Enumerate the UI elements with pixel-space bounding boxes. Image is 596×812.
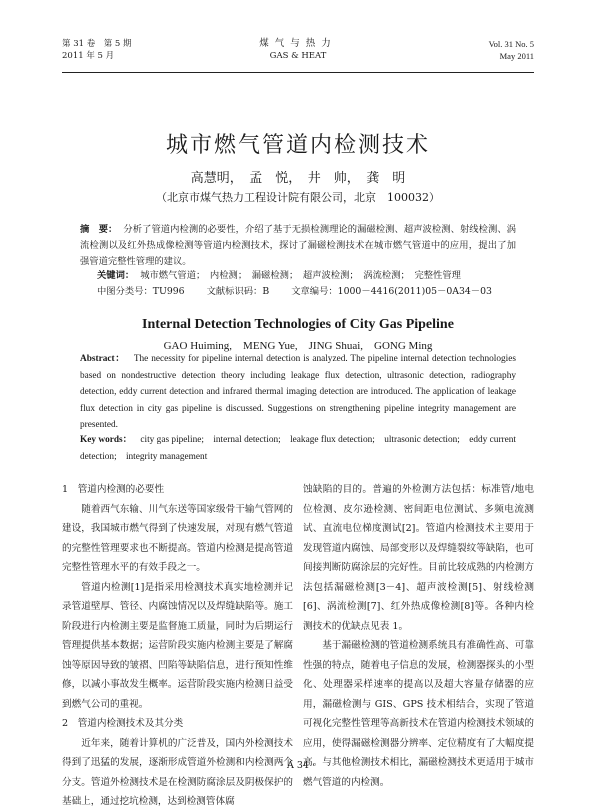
section-heading-1: 1 管道内检测的必要性 [62,484,165,495]
abstract-cn-text: 分析了管道内检测的必要性，介绍了基于无损检测理论的漏磁检测、超声波检测、射线检测、涡流检测以及红外热成像检测等管道内检测技术，探讨了漏磁检测技术在城市燃气管道中的应用，提出了加强管道完整性管理的建议。 [80,224,516,267]
header-journal [62,38,534,62]
affiliation-cn: （北京市煤气热力工程设计院有限公司，北京 100032） [156,191,440,204]
body-column-right [303,480,534,792]
journal-name-cn: 煤气与热力 [259,38,337,49]
classification-line [97,285,516,299]
abstract-en-text: The necessity for pipeline internal detection is analyzed. The pipeline internal detection technologies based on nondestructive detection theory including leakage flux detection, ultrasonic detection, radiography detection, eddy current detection and infrared thermal imaging detection are introduced. The application of leakage flux detection in city gas pipeline is discussed. Suggestions on strengthening pipeline integrity management are presented. [80,354,516,430]
header-vol-no: Vol. 31 No. 5 [488,39,534,49]
article-number: 文章编号：1000－4416(2011)05－0A34－03 [291,286,492,297]
header-date-cn: 2011 年 5 月 [62,51,115,61]
body-paragraph: 管道内检测[1]是指采用检测技术真实地检测并记录管道壁厚、管径、内腐蚀情况以及焊缝缺陷等。施工阶段进行内检测主要是监督施工质量，同时为后期运行管理提供基本数据；运营阶段实施内检测主要是了解腐蚀等原因导致的皱褶、凹陷等缺陷信息，进行预知性维修，以减小事故发生概率。运营阶段实施内检测日益受到燃气公司的重视。 [62,581,293,710]
keywords-cn-label: 关键词： [97,270,135,281]
section-heading-2: 2 管道内检测技术及其分类 [62,718,184,729]
keywords-cn [97,269,516,283]
journal-name-en: GAS & HEAT [269,51,327,61]
keywords-cn-text: 城市燃气管道； 内检测； 漏磁检测； 超声波检测； 涡流检测； 完整性管理 [140,270,461,281]
authors-cn: 高慧明， 孟 悦， 井 帅， 龚 明 [190,171,406,186]
clc-number: 中图分类号：TU996 [97,286,185,297]
abstract-en-label: Abstract： [80,354,126,364]
abstract-cn-label: 摘 要： [80,224,118,235]
article-title-en: Internal Detection Technologies of City Gas Pipeline [142,317,454,332]
keywords-en-label: Key words： [80,435,133,445]
page-number: · A 34 · [280,760,316,771]
header-divider [62,72,534,73]
abstract-cn [80,222,516,270]
document-code: 文献标识码：B [206,286,270,297]
keywords-en [80,432,516,465]
abstract-en [80,351,516,434]
body-paragraph: 近年来，随着计算机的广泛普及，国内外检测技术得到了迅猛的发展，逐渐形成管道外检测和内检测两个分支。管道外检测技术是在检测防腐涂层及阴极保护的基础上，通过挖坑检测，达到检测管体腐 [62,737,293,807]
body-paragraph: 随着西气东输、川气东送等国家级骨干输气管网的建设，我国城市燃气得到了快速发展，对现有燃气管道的完整性管理要求也不断提高。管道内检测是提高管道完整性管理水平的有效手段之一。 [62,503,293,573]
keywords-en-text: city gas pipeline; internal detection; leakage flux detection; ultrasonic detection; eddy current detection; integrity management [80,435,516,462]
article-title-cn: 城市燃气管道内检测技术 [165,133,430,158]
body-paragraph-continued: 蚀缺陷的目的。普遍的外检测方法包括：标准管/地电位检测、皮尔逊检测、密间距电位测试、多频电流测试、直流电位梯度测试[2]。管道内检测技术主要用于发现管道内腐蚀、局部变形以及焊缝裂纹等缺陷，也可间接判断防腐涂层的完好性。目前比较成熟的内检测方法包括漏磁检测[3－4]、超声波检测[5]、射线检测[6]、涡流检测[7]、红外热成像检测[8]等。各种内检测技术的优缺点见表 1。 [303,484,534,632]
header-volume: 第 31 卷 第 5 期 [62,39,132,49]
authors-en: GAO Huiming, MENG Yue, JING Shuai, GONG Ming [163,340,433,352]
running-header [62,38,534,72]
header-volume-en [489,38,534,62]
header-date-en: May 2011 [499,51,534,61]
body-paragraph: 基于漏磁检测的管道检测系统具有准确性高、可靠性强的特点，随着电子信息的发展，检测器探头的小型化、处理器采样速率的提高以及超大容量存储器的应用，漏磁检测与 GIS、GPS 技术相结合，实现了管道可视化完整性管理等高新技术在管道内检测技术领域的应用，使得漏磁检测器分辨率、定位精度有了大幅度提高。与其他检测技术相比，漏磁检测技术更适用于城市燃气管道的内检测。 [303,640,534,788]
